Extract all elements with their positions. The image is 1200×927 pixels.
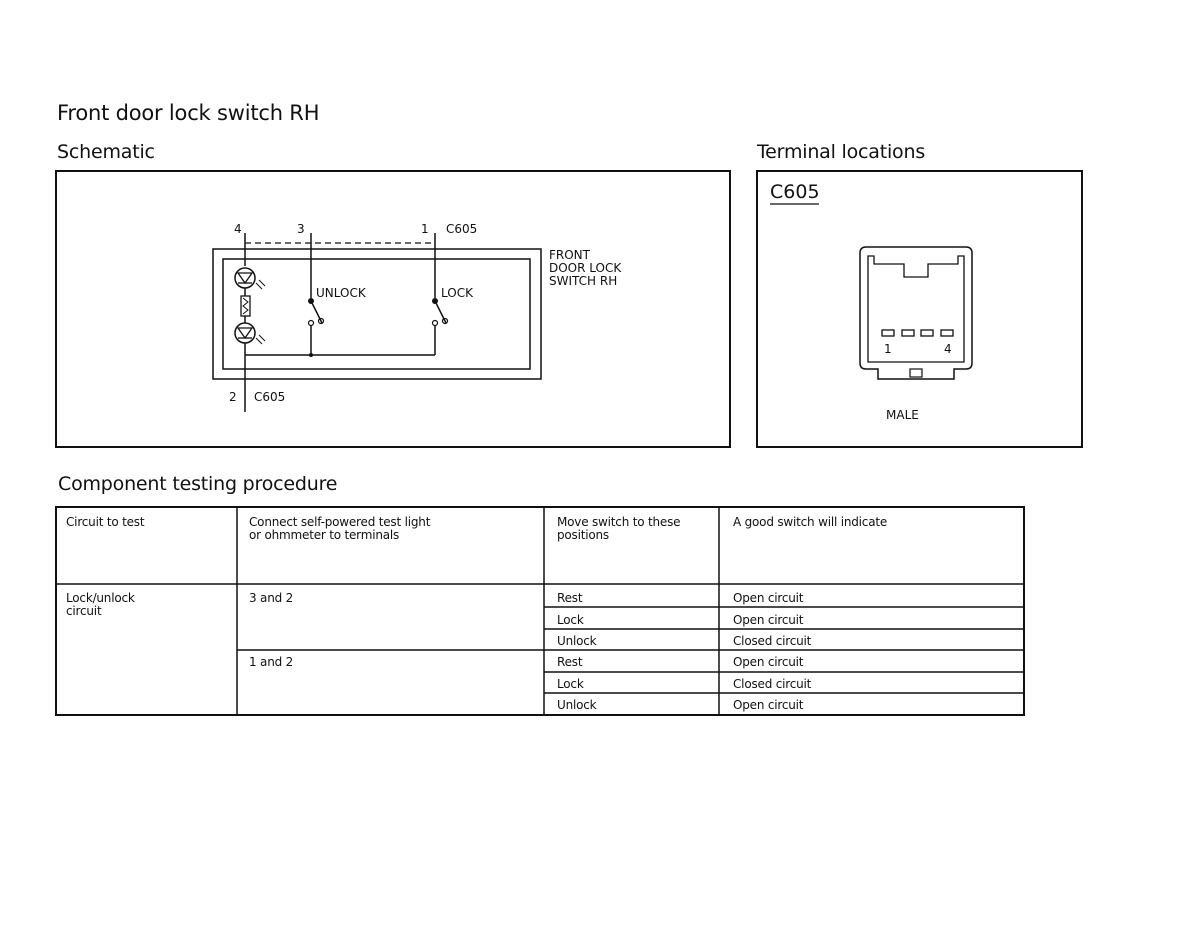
position-cell: Lock — [557, 677, 584, 691]
connector-label-top: C605 — [446, 222, 478, 236]
unlock-switch-icon — [308, 298, 324, 326]
page-title: Front door lock switch RH — [57, 101, 320, 125]
header-connect-terminals: Connect self-powered test light or ohmmeter to terminals — [249, 515, 431, 542]
terminal-pin — [882, 330, 894, 336]
component-label-line-2: DOOR LOCK — [549, 261, 622, 275]
terminals-group-2: 1 and 2 — [249, 655, 294, 669]
procedure-heading: Component testing procedure — [58, 473, 338, 495]
schematic-heading: Schematic — [57, 141, 155, 163]
table-grid — [57, 508, 1023, 714]
terminal-pin — [941, 330, 953, 336]
switch-housing-outer — [213, 249, 541, 379]
schematic-panel — [55, 170, 731, 448]
terminal-pin — [902, 330, 914, 336]
result-cell: Closed circuit — [733, 677, 812, 691]
pin-label-3: 3 — [297, 222, 305, 236]
switch-housing-inner — [223, 259, 530, 369]
unlock-switch-label: UNLOCK — [316, 286, 366, 300]
header-good-switch-indication: A good switch will indicate — [733, 515, 888, 529]
result-cell: Open circuit — [733, 655, 804, 669]
result-cell: Closed circuit — [733, 634, 812, 648]
terminal-pin — [921, 330, 933, 336]
procedure-table — [55, 506, 1025, 716]
terminal-panel — [756, 170, 1083, 448]
led-icon — [235, 268, 265, 289]
connector-gender: MALE — [886, 408, 919, 422]
schematic-diagram — [57, 172, 729, 446]
terminals-group-1: 3 and 2 — [249, 591, 294, 605]
lock-switch-label: LOCK — [441, 286, 473, 300]
header-switch-positions: Move switch to these positions — [557, 515, 681, 542]
pin-label-2: 2 — [229, 390, 237, 404]
position-cell: Lock — [557, 613, 584, 627]
result-cell: Open circuit — [733, 613, 804, 627]
connector-id: C605 — [770, 181, 820, 203]
led-icon — [235, 323, 265, 344]
result-cell: Open circuit — [733, 698, 804, 712]
position-cell: Unlock — [557, 698, 597, 712]
position-cell: Rest — [557, 591, 583, 605]
position-cell: Rest — [557, 655, 583, 669]
lock-switch-icon — [432, 298, 448, 326]
terminal-number-4: 4 — [944, 342, 952, 356]
component-label-line-3: SWITCH RH — [549, 274, 618, 288]
terminal-number-1: 1 — [884, 342, 892, 356]
result-cell: Open circuit — [733, 591, 804, 605]
component-label-line-1: FRONT — [549, 248, 590, 262]
connector-label-bottom: C605 — [254, 390, 286, 404]
resistor-icon — [241, 296, 250, 316]
position-cell: Unlock — [557, 634, 597, 648]
header-circuit-to-test: Circuit to test — [66, 515, 145, 529]
connector-face-diagram — [758, 172, 1081, 446]
pin-label-4: 4 — [234, 222, 242, 236]
terminal-locations-heading: Terminal locations — [757, 141, 926, 163]
circuit-name: Lock/unlock circuit — [66, 591, 135, 618]
connector-housing-icon — [860, 247, 972, 379]
pin-label-1: 1 — [421, 222, 429, 236]
